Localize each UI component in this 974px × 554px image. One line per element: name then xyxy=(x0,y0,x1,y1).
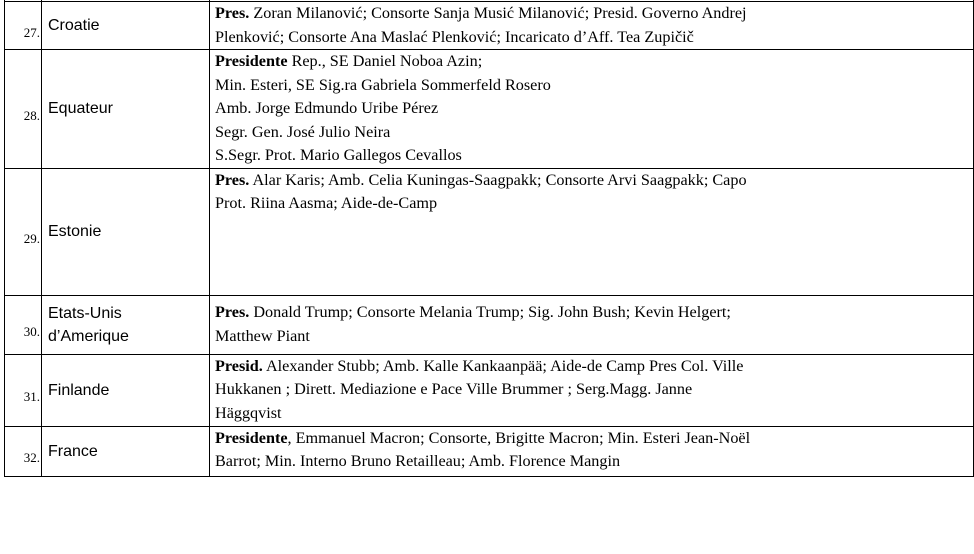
line-text: Alar Karis; Amb. Celia Kuningas-Saagpakk; Consorte Arvi Saagpakk; Capo xyxy=(249,170,747,189)
line-text: Min. Esteri, SE Sig.ra Gabriela Sommerfeld Rosero xyxy=(215,75,551,94)
country-name: Finlande xyxy=(48,381,110,399)
delegation-line xyxy=(215,301,969,325)
line-text: Häggqvist xyxy=(215,403,282,422)
delegation-line xyxy=(215,325,969,349)
delegation-line xyxy=(215,169,969,193)
country-name: Croatie xyxy=(48,17,100,34)
row-number: 28. xyxy=(23,107,40,123)
delegation-line xyxy=(215,97,969,121)
delegation-cell xyxy=(210,168,974,295)
line-text: Zoran Milanović; Consorte Sanja Musić Milanović; Presid. Governo Andrej xyxy=(249,4,747,22)
row-number: 27. xyxy=(23,24,40,40)
delegation-cell xyxy=(210,354,974,426)
delegation-cell xyxy=(210,295,974,354)
country-cell xyxy=(42,168,210,295)
table-row xyxy=(5,2,974,50)
country-cell xyxy=(42,2,210,50)
title-bold: Pres. xyxy=(215,170,250,189)
table-row xyxy=(5,426,974,476)
row-number: 29. xyxy=(23,230,40,246)
row-number: 31. xyxy=(23,389,40,404)
delegations-table xyxy=(4,0,974,477)
delegation-line xyxy=(215,427,969,451)
line-text: S.Segr. Prot. Mario Gallegos Cevallos xyxy=(215,146,462,164)
delegation-line xyxy=(215,121,969,145)
row-number-cell xyxy=(5,50,42,169)
delegation-cell xyxy=(210,50,974,169)
row-number-cell xyxy=(5,2,42,50)
line-text: Donald Trump; Consorte Melania Trump; Sig. John Bush; Kevin Helgert; xyxy=(249,303,731,321)
title-bold: Presidente xyxy=(215,428,288,447)
line-text: Matthew Piant xyxy=(215,326,310,345)
country-name-line: Etats-Unis xyxy=(48,304,122,322)
row-number-cell xyxy=(5,354,42,426)
line-text: Segr. Gen. José Julio Neira xyxy=(215,122,391,141)
row-number-cell xyxy=(5,168,42,295)
row-number: 32. xyxy=(23,450,40,465)
title-bold: Pres. xyxy=(215,303,250,321)
title-bold: Presidente xyxy=(215,52,288,70)
line-text: Amb. Jorge Edmundo Uribe Pérez xyxy=(215,99,439,117)
delegation-cell xyxy=(210,2,974,50)
country-cell xyxy=(42,426,210,476)
line-text: Prot. Riina Aasma; Aide-de-Camp xyxy=(215,194,438,212)
country-cell xyxy=(42,50,210,169)
title-bold: Pres. xyxy=(215,4,250,22)
table-row xyxy=(5,354,974,426)
country-cell xyxy=(42,295,210,354)
delegation-line xyxy=(215,450,969,474)
country-cell xyxy=(42,354,210,426)
delegation-line xyxy=(215,74,969,98)
table-row xyxy=(5,50,974,169)
table-row xyxy=(5,168,974,295)
country-name: Estonie xyxy=(48,223,102,240)
line-text: , Emmanuel Macron; Consorte, Brigitte Macron; Min. Esteri Jean-Noël xyxy=(287,428,751,447)
row-number: 30. xyxy=(23,323,40,339)
line-text: Hukkanen ; Dirett. Mediazione e Pace Ville Brummer ; Serg.Magg. Janne xyxy=(215,380,693,398)
delegation-line xyxy=(215,26,969,50)
row-number-cell xyxy=(5,295,42,354)
delegation-cell xyxy=(210,426,974,476)
title-bold: Presid. xyxy=(215,356,263,375)
delegation-line xyxy=(215,355,969,379)
row-number-cell xyxy=(5,426,42,476)
delegation-line xyxy=(215,144,969,168)
line-text: Alexander Stubb; Amb. Kalle Kankaanpää; Aide-de Camp Pres Col. Ville xyxy=(262,356,744,375)
line-text: Plenković; Consorte Ana Maslać Plenković; Incaricato d’Aff. Tea Zupičič xyxy=(215,27,694,46)
delegation-line xyxy=(215,2,969,26)
line-text: Rep., SE Daniel Noboa Azin; xyxy=(287,52,483,70)
table-row xyxy=(5,295,974,354)
country-name: Equateur xyxy=(48,100,113,118)
delegation-line xyxy=(215,402,969,426)
delegation-line xyxy=(215,192,969,216)
line-text: Barrot; Min. Interno Bruno Retailleau; Amb. Florence Mangin xyxy=(215,452,621,470)
country-name-line: d’Amerique xyxy=(48,327,129,345)
country-name: France xyxy=(48,442,98,460)
delegation-line xyxy=(215,378,969,402)
delegation-line xyxy=(215,50,969,74)
